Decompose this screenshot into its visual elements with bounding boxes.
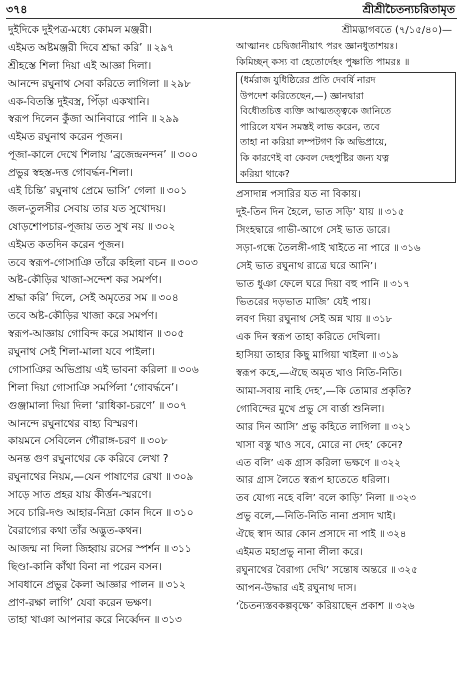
verse-line [236,204,456,222]
verse-text: তব যোগ্য নহে বলি’ বলে কাড়ি’ নিলা ॥ [236,493,395,505]
verse-text: রঘুনাথের বৈরাগ্য দেখি’ সন্তোষ অন্তরে ॥ [236,564,396,576]
verse-number: ৩১৩ [161,614,182,627]
verse-line [236,186,456,204]
verse-text: আমা-সবায় নাহি দেহ’,—কি তোমার প্রকৃতি? [236,385,412,397]
verse-number: ৩০৪ [158,292,179,305]
verse-text: এইমত মহাপ্রভু নানা লীলা করে। [236,546,363,558]
verse-number: ৩০৩ [177,256,198,269]
verse-text: ভিতরের দড়ভাত মাজি’ যেই পায়। [236,296,371,308]
verse-text: ছিণ্ডা-কানি কাঁথা বিনা না পরেন বসন। [8,560,162,573]
verse-text: প্রাণ-রক্ষা লাগি’ যেবা করেন ভক্ষণ। [8,596,152,609]
running-title: শ্রীশ্রীচৈতন্যচরিতামৃত [362,2,455,16]
verse-line [8,487,230,505]
verse-line [8,272,230,290]
verse-text: গোসাঞির অভিপ্রায় এই ভাবনা করিলা ॥ [8,363,177,376]
verse-number: ৩২৫ [397,564,418,576]
verse-line [236,383,456,401]
verse-text: পূজা-কালে দেখে শিলায় ‘ব্রজেন্দ্রনন্দন’ ॥ [8,149,176,162]
verse-number: ৩০৫ [163,328,185,341]
verse-line [8,433,230,451]
verse-line [8,219,230,237]
verse-number: ৩১০ [173,507,194,520]
verse-text: এত বলি’ এক গ্রাস করিলা ভক্ষণে ॥ [236,457,380,469]
verse-line [236,455,456,473]
verse-text: স্বরূপ কহে,—ঐছে অমৃত খাও নিতি-নিতি। [236,368,403,380]
verse-text: সেই ভাত রঘুনাথ রাত্রে ঘরে আনি’। [236,260,377,272]
verse-text: কায়মনে সেবিলেন গৌরাঙ্গ-চরণ ॥ [8,435,146,448]
verse-number: ২৯৭ [153,41,174,54]
verse-text: ঐছে স্বাদ আর কোন প্রসাদে না পাই ॥ [236,529,385,541]
verse-text: এইমত রঘুনাথ করেন পূজন। [8,131,123,144]
verse-text: গুঞ্জামালা দিয়া দিলা ‘রাধিকা-চরণে’ ॥ [8,399,165,412]
verse-list [236,186,456,615]
verse-line [8,612,230,630]
verse-text: তবে অষ্ট-কৌড়ির খাজা করে সমর্পণ। [8,310,158,323]
verse-number: ২৯৯ [158,113,179,126]
verse-text: এক-বিতস্তি দুইবস্ত্র, পিঁড়া একখানি। [8,95,150,108]
verse-text: সাড়ে সাত প্রহর যায় কীর্ত্তন-স্মরণে। [8,489,152,502]
verse-text: রঘুনাথের নিয়ম,—যেন পাষাণের রেখা ॥ [8,471,171,484]
verse-line [236,222,456,240]
translation-line: (ধর্মরাজ যুধিষ্ঠিরের প্রতি দেবর্ষি নারদ [240,75,376,86]
verse-line [236,562,456,580]
verse-text: আর দিন আসি’ প্রভু কহিতে লাগিলা ॥ [236,421,390,433]
translation-line: বিধৌতচিত্ত ব্যক্তি আত্মতত্ত্বকে জানিতে [240,106,391,118]
verse-line [8,523,230,541]
verse-text: প্রভুর স্বহস্ত-দত্ত গোবর্দ্ধন-শিলা। [8,167,133,180]
verse-line [8,76,230,94]
verse-number: ৩১৯ [378,350,399,362]
verse-number: ৩০৬ [178,363,199,376]
verse-number: ৩০২ [155,220,176,233]
verse-text: স্বরূপ দিলেন কুঁজা আনিবারে পানি ॥ [8,113,157,126]
verse-text: শিলা দিয়া গোসাঞি সমর্পিলা ‘গোবর্দ্ধনে’। [8,381,179,394]
verse-line [8,451,230,469]
verse-line [236,580,456,598]
verse-text: প্রভু বলে,—নিতি-নিতি নানা প্রসাদ খাই। [236,511,396,523]
verse-text: সাবধানে প্রভুর কৈলা আজ্ঞার পালন ॥ [8,578,164,591]
verse-text: প্রসাদান্ন পসারির যত না বিকায়। [236,189,361,201]
translation-line: পারিলে যখন সমস্তই লাভ করেন, তবে [240,121,380,133]
translation-line: কি কারণেই বা কেবল দেহপুষ্টির জন্য যত্ন [240,152,389,164]
verse-number: ২৯৮ [170,77,191,90]
right-column [236,22,456,691]
verse-text: আনন্দে রঘুনাথ সেবা করিতে লাগিলা ॥ [8,77,169,90]
verse-line [236,365,456,383]
verse-text: দুই-তিন দিন হৈলে, ভাত সড়ি’ যায় ॥ [236,207,383,219]
verse-text: অনন্ত গুণ রঘুনাথের কে করিবে লেখা ? [8,453,169,466]
verse-text: দুইদিকে দুইপত্র-মধ্যে কোমল মঞ্জরী। [8,24,152,36]
verse-text: খাসা বস্তু খাও সবে, মোরে না দেহ’ কেনে? [236,439,403,451]
verse-line [8,559,230,577]
verse-line [8,165,230,183]
translation-line: তাহা না করিয়া লম্পটগণ কি অভিপ্রায়ে, [240,137,388,149]
verse-line [8,380,230,398]
verse-text: শ্রীহস্তে শিলা দিয়া এই আজ্ঞা দিলা। [8,59,152,72]
verse-number: ৩১৫ [384,207,405,219]
verse-line [8,111,230,129]
verse-line [236,472,456,490]
verse-text: তাহা খাঞা আপনার করে নির্ব্বেদন ॥ [8,614,160,627]
verse-number: ৩২৩ [396,493,416,505]
verse-line [236,347,456,365]
verse-line [236,240,456,258]
verse-text: এইমত কতদিন করেন পূজন। [8,238,125,251]
verse-number: ৩২১ [391,421,412,433]
verse-number: ৩১২ [165,578,186,591]
verse-number: ৩১৮ [372,314,393,326]
verse-text: শ্রদ্ধা করি’ দিলে, সেই অমৃতের সম ॥ [8,292,157,305]
verse-line [8,40,230,58]
verse-text: তবে স্বরূপ-গোসাঞি তাঁরে কহিলা বচন ॥ [8,256,176,269]
page-header [6,2,455,18]
page-number: ৩৭৪ [6,2,28,16]
verse-text: রঘুনাথ সেই শিলা-মালা যবে পাইলা। [8,346,155,359]
verse-line [236,258,456,276]
verse-line [236,598,456,616]
verse-text: লবণ দিয়া রঘুনাথ সেই অন্ন খায় ॥ [236,314,371,326]
verse-text: অষ্ট-কৌড়ির খাজা-সন্দেশ কর সমর্পণ। [8,274,162,287]
translation-line: করিয়া থাকে? [240,168,290,180]
verse-line [236,311,456,329]
verse-number: ৩০৯ [172,471,194,484]
verse-line [8,147,230,165]
verse-line [8,201,230,219]
verse-line [236,419,456,437]
verse-line [8,362,230,380]
verse-text: আনন্দে রঘুনাথের বাহ্য বিস্মরণ। [8,417,138,430]
verse-line [236,437,456,455]
verse-text: বৈরাগ্যের কথা তাঁর অদ্ভুত-কথন। [8,524,142,537]
translation-line: উপদেশ করিতেছেন,—) জ্ঞানদ্বারা [240,90,364,102]
verse-number: ৩০৮ [147,435,168,448]
verse-text: সড়া-গন্ধে তৈলঙ্গী-গাই খাইতে না পারে ॥ [236,242,399,254]
verse-text: আপন-উদ্ধার এই রঘুনাথ দাস। [236,582,357,594]
verse-text: ষোড়শোপচার-পূজায় তত সুখ নয় ॥ [8,220,154,233]
verse-number: ৩০৭ [166,399,187,412]
verse-line [8,129,230,147]
verse-line [8,541,230,559]
verse-line [236,294,456,312]
verse-number: ৩২২ [381,457,401,469]
verse-line [236,508,456,526]
verse-text: আর গ্রাস লৈতে স্বরূপ হাতেতে ধরিলা। [236,475,390,487]
verse-line [236,490,456,508]
verse-line [8,94,230,112]
verse-line [236,401,456,419]
verse-number: ৩০০ [177,149,198,162]
verse-line [8,255,230,273]
verse-line [236,329,456,347]
verse-line [236,276,456,294]
verse-line [8,237,230,255]
verse-line [8,398,230,416]
verse-line [8,308,230,326]
verse-text: এইমত অষ্টমঞ্জরী দিবে শ্রদ্ধা করি’ ॥ [8,41,152,54]
verse-line [8,416,230,434]
verse-number: ৩০১ [166,185,187,198]
verse-number: ৩২৪ [386,529,407,541]
verse-line [8,595,230,613]
verse-text: ভাত ধুঞা ফেলে ঘরে দিয়া বহু পানি ॥ [236,278,389,290]
sanskrit-line: কিমিচ্ছন্ কস্য বা হেতোর্দেহং পুষ্ণাতি পামরঃ ॥ [236,56,410,68]
verse-number: ৩২৬ [394,600,415,612]
verse-line [8,22,230,40]
verse-number: ৩১১ [171,542,192,555]
verse-line [8,577,230,595]
verse-line [8,505,230,523]
verse-text: গোবিন্দের মুখে প্রভু সে বার্ত্তা শুনিলা। [236,403,385,415]
verse-text: সিংহদ্বারে গাভী-আগে সেই ভাত ডারে। [236,224,391,236]
verse-text: ‘চৈতন্যস্তবকল্পবৃক্ষে’ করিয়াছেন প্রকাশ ॥ [236,600,393,612]
verse-line [8,344,230,362]
left-column [8,22,230,691]
verse-text: স্বরূপ-আজ্ঞায় গোবিন্দ করে সমাধান ॥ [8,328,162,341]
verse-line [236,544,456,562]
verse-text: এক দিন স্বরূপ তাহা করিতে দেখিলা। [236,332,381,344]
verse-number: ৩১৬ [400,242,421,254]
verse-line [8,58,230,76]
translation-box [236,72,456,183]
verse-line [8,326,230,344]
sanskrit-line: আত্মানং চেদ্বিজানীয়াৎ পরং জ্ঞানধুতাশয়ঃ। [236,41,398,52]
verse-line [8,183,230,201]
verse-text: হাসিয়া তাহার কিছু মাগিয়া খাইলা ॥ [236,350,377,362]
verse-text: জল-তুলসীর সেবায় তার যত সুখোদয়। [8,202,166,215]
verse-number: ৩১৭ [390,278,410,290]
header-rule [6,18,457,19]
quote-source: শ্রীমদ্ভাগবতে (৭/১৫/৪০)— [341,25,452,36]
verse-line [8,290,230,308]
verse-line [236,526,456,544]
verse-text: সবে চারি-দণ্ড আহার-নিদ্রা কোন দিনে ॥ [8,507,172,520]
verse-text: আজন্ম না দিলা জিহ্বায় রসের স্পর্শন ॥ [8,542,170,555]
verse-line [8,469,230,487]
verse-text: এই চিন্তি’ রঘুনাথ প্রেমে ভাসি’ গেলা ॥ [8,185,165,198]
